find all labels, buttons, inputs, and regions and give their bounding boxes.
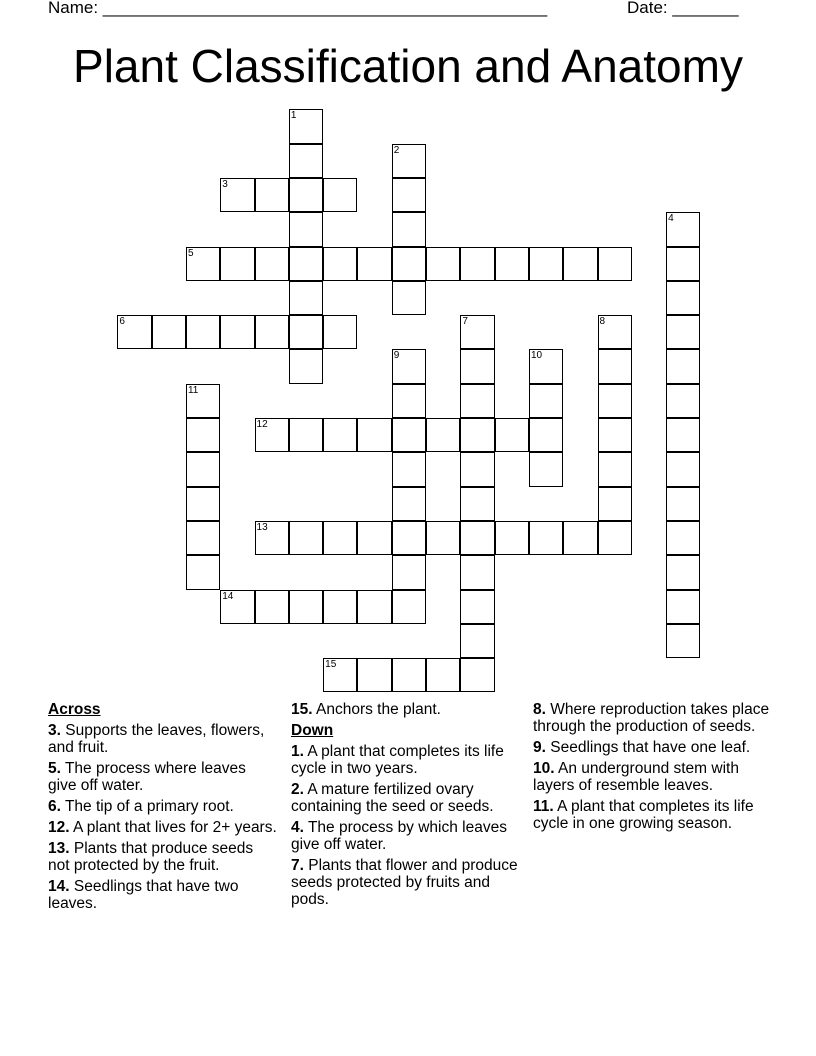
crossword-cell[interactable] bbox=[666, 384, 700, 418]
crossword-cell[interactable] bbox=[255, 521, 289, 555]
clue-number: 10 bbox=[530, 350, 543, 362]
crossword-cell[interactable] bbox=[666, 521, 700, 555]
crossword-cell[interactable] bbox=[529, 521, 563, 555]
clues-column-2 bbox=[291, 701, 526, 912]
crossword-cell[interactable] bbox=[563, 521, 597, 555]
crossword-cell[interactable] bbox=[392, 212, 426, 246]
crossword-cell[interactable] bbox=[563, 247, 597, 281]
across-clue: 3. Supports the leaves, flowers, and fruit. bbox=[48, 722, 265, 756]
crossword-cell[interactable] bbox=[598, 247, 632, 281]
crossword-cell[interactable] bbox=[392, 452, 426, 486]
crossword-cell[interactable] bbox=[495, 418, 529, 452]
crossword-cell[interactable] bbox=[289, 109, 323, 143]
crossword-cell[interactable] bbox=[460, 418, 494, 452]
crossword-cell[interactable] bbox=[598, 418, 632, 452]
crossword-cell[interactable] bbox=[666, 624, 700, 658]
crossword-cell[interactable] bbox=[289, 281, 323, 315]
crossword-cell[interactable] bbox=[392, 349, 426, 383]
crossword-cell[interactable] bbox=[460, 487, 494, 521]
clue-number: 7 bbox=[462, 316, 468, 328]
crossword-cell[interactable] bbox=[152, 315, 186, 349]
crossword-cell[interactable] bbox=[323, 315, 357, 349]
crossword-cell[interactable] bbox=[392, 555, 426, 589]
clue-number: 14 bbox=[222, 590, 234, 602]
crossword-cell[interactable] bbox=[529, 384, 563, 418]
across-clue: 13. Plants that produce seeds not protected by the fruit. bbox=[48, 840, 254, 874]
down-clue: 1. A plant that completes its life cycle in two years. bbox=[291, 743, 504, 777]
across-clue: 5. The process where leaves give off water. bbox=[48, 760, 246, 794]
crossword-cell[interactable] bbox=[598, 315, 632, 349]
crossword-cell[interactable] bbox=[426, 418, 460, 452]
crossword-cell[interactable] bbox=[666, 247, 700, 281]
crossword-cell[interactable] bbox=[289, 521, 323, 555]
crossword-cell[interactable] bbox=[598, 487, 632, 521]
crossword-cell[interactable] bbox=[289, 418, 323, 452]
crossword-cell[interactable] bbox=[186, 487, 220, 521]
crossword-cell[interactable] bbox=[460, 555, 494, 589]
crossword-cell[interactable] bbox=[323, 418, 357, 452]
crossword-cell[interactable] bbox=[220, 178, 254, 212]
crossword-cell[interactable] bbox=[357, 247, 391, 281]
crossword-cell[interactable] bbox=[598, 521, 632, 555]
crossword-cell[interactable] bbox=[460, 247, 494, 281]
crossword-cell[interactable] bbox=[666, 281, 700, 315]
down-clue: 10. An underground stem with layers of resemble leaves. bbox=[533, 760, 739, 794]
down-heading: Down bbox=[291, 722, 334, 739]
crossword-cell[interactable] bbox=[598, 452, 632, 486]
crossword-cell[interactable] bbox=[323, 521, 357, 555]
crossword-cell[interactable] bbox=[323, 178, 357, 212]
crossword-cell[interactable] bbox=[666, 555, 700, 589]
across-clue: 12. A plant that lives for 2+ years. bbox=[48, 819, 277, 836]
crossword-cell[interactable] bbox=[392, 178, 426, 212]
crossword-cell[interactable] bbox=[289, 212, 323, 246]
crossword-cell[interactable] bbox=[289, 247, 323, 281]
crossword-cell[interactable] bbox=[495, 247, 529, 281]
crossword-cell[interactable] bbox=[289, 590, 323, 624]
crossword-cell[interactable] bbox=[529, 418, 563, 452]
crossword-cell[interactable] bbox=[666, 452, 700, 486]
crossword-cell[interactable] bbox=[289, 178, 323, 212]
crossword-cell[interactable] bbox=[186, 384, 220, 418]
crossword-cell[interactable] bbox=[392, 281, 426, 315]
crossword-cell[interactable] bbox=[357, 590, 391, 624]
down-clue: 7. Plants that flower and produce seeds protected by fruits and pods. bbox=[291, 857, 518, 908]
down-clue: 2. A mature fertilized ovary containing the seed or seeds. bbox=[291, 781, 494, 815]
clue-number: 11 bbox=[187, 384, 199, 396]
crossword-cell[interactable] bbox=[666, 212, 700, 246]
across-clue: 14. Seedlings that have two leaves. bbox=[48, 878, 239, 912]
crossword-cell[interactable] bbox=[220, 247, 254, 281]
crossword-cell[interactable] bbox=[460, 452, 494, 486]
crossword-cell[interactable] bbox=[529, 452, 563, 486]
down-clue: 9. Seedlings that have one leaf. bbox=[533, 739, 751, 756]
crossword-cell[interactable] bbox=[289, 315, 323, 349]
crossword-cell[interactable] bbox=[117, 315, 151, 349]
across-clue: 15. Anchors the plant. bbox=[291, 701, 441, 718]
crossword-cell[interactable] bbox=[598, 349, 632, 383]
crossword-cell[interactable] bbox=[666, 315, 700, 349]
crossword-cell[interactable] bbox=[495, 521, 529, 555]
clue-number: 8 bbox=[599, 316, 606, 328]
crossword-cell[interactable] bbox=[323, 247, 357, 281]
crossword-cell[interactable] bbox=[255, 590, 289, 624]
crossword-cell[interactable] bbox=[323, 590, 357, 624]
crossword-cell[interactable] bbox=[255, 418, 289, 452]
crossword-cell[interactable] bbox=[529, 247, 563, 281]
crossword-cell[interactable] bbox=[426, 658, 460, 692]
across-heading: Across bbox=[48, 701, 101, 718]
crossword-cell[interactable] bbox=[460, 521, 494, 555]
crossword-cell[interactable] bbox=[392, 418, 426, 452]
crossword-cell[interactable] bbox=[186, 555, 220, 589]
clue-number: 2 bbox=[393, 144, 400, 156]
crossword-cell[interactable] bbox=[460, 349, 494, 383]
crossword-cell[interactable] bbox=[392, 247, 426, 281]
clue-number: 13 bbox=[256, 521, 268, 533]
clue-number: 5 bbox=[187, 247, 194, 259]
clue-number: 15 bbox=[325, 659, 337, 671]
crossword-cell[interactable] bbox=[289, 349, 323, 383]
crossword-cell[interactable] bbox=[666, 418, 700, 452]
clue-number: 3 bbox=[222, 178, 228, 190]
crossword-cell[interactable] bbox=[426, 247, 460, 281]
clue-number: 9 bbox=[393, 350, 400, 362]
crossword-cell[interactable] bbox=[357, 521, 391, 555]
crossword-cell[interactable] bbox=[255, 178, 289, 212]
down-clue: 11. A plant that completes its life cycle in one growing season. bbox=[533, 798, 754, 832]
crossword-cell[interactable] bbox=[529, 349, 563, 383]
clue-number: 1 bbox=[290, 110, 297, 122]
crossword-cell[interactable] bbox=[666, 590, 700, 624]
crossword-cell[interactable] bbox=[186, 247, 220, 281]
down-clue: 8. Where reproduction takes place through the production of seeds. bbox=[533, 701, 770, 735]
name-field[interactable]: Name: _______________________________________________ bbox=[48, 0, 548, 17]
crossword-cell[interactable] bbox=[460, 315, 494, 349]
crossword-cell[interactable] bbox=[460, 624, 494, 658]
crossword-cell[interactable] bbox=[392, 384, 426, 418]
crossword-cell[interactable] bbox=[666, 349, 700, 383]
crossword-cell[interactable] bbox=[460, 384, 494, 418]
crossword-cell[interactable] bbox=[357, 658, 391, 692]
crossword-cell[interactable] bbox=[186, 521, 220, 555]
crossword-cell[interactable] bbox=[255, 315, 289, 349]
crossword-cell[interactable] bbox=[392, 658, 426, 692]
crossword-cell[interactable] bbox=[255, 247, 289, 281]
across-clue: 6. The tip of a primary root. bbox=[48, 798, 234, 815]
crossword-cell[interactable] bbox=[289, 144, 323, 178]
clues-column-3 bbox=[533, 701, 773, 836]
crossword-cell[interactable] bbox=[220, 590, 254, 624]
clues-column-1 bbox=[48, 701, 278, 916]
crossword-cell[interactable] bbox=[323, 658, 357, 692]
crossword-cell[interactable] bbox=[186, 452, 220, 486]
date-field[interactable]: Date: _______ bbox=[627, 0, 739, 17]
clue-number: 6 bbox=[119, 316, 125, 328]
page-title: Plant Classification and Anatomy bbox=[73, 40, 743, 92]
crossword-cell[interactable] bbox=[220, 315, 254, 349]
crossword-cell[interactable] bbox=[186, 315, 220, 349]
crossword-cell[interactable] bbox=[666, 487, 700, 521]
crossword-cell[interactable] bbox=[598, 384, 632, 418]
crossword-cell[interactable] bbox=[357, 418, 391, 452]
crossword-cell[interactable] bbox=[460, 658, 494, 692]
crossword-cell[interactable] bbox=[186, 418, 220, 452]
clue-number: 4 bbox=[668, 213, 674, 225]
crossword-cell[interactable] bbox=[426, 521, 460, 555]
crossword-cell[interactable] bbox=[392, 590, 426, 624]
crossword-cell[interactable] bbox=[392, 521, 426, 555]
crossword-cell[interactable] bbox=[460, 590, 494, 624]
crossword-cell[interactable] bbox=[392, 487, 426, 521]
crossword-cell[interactable] bbox=[392, 144, 426, 178]
clue-number: 12 bbox=[256, 419, 268, 431]
down-clue: 4. The process by which leaves give off water. bbox=[291, 819, 507, 853]
